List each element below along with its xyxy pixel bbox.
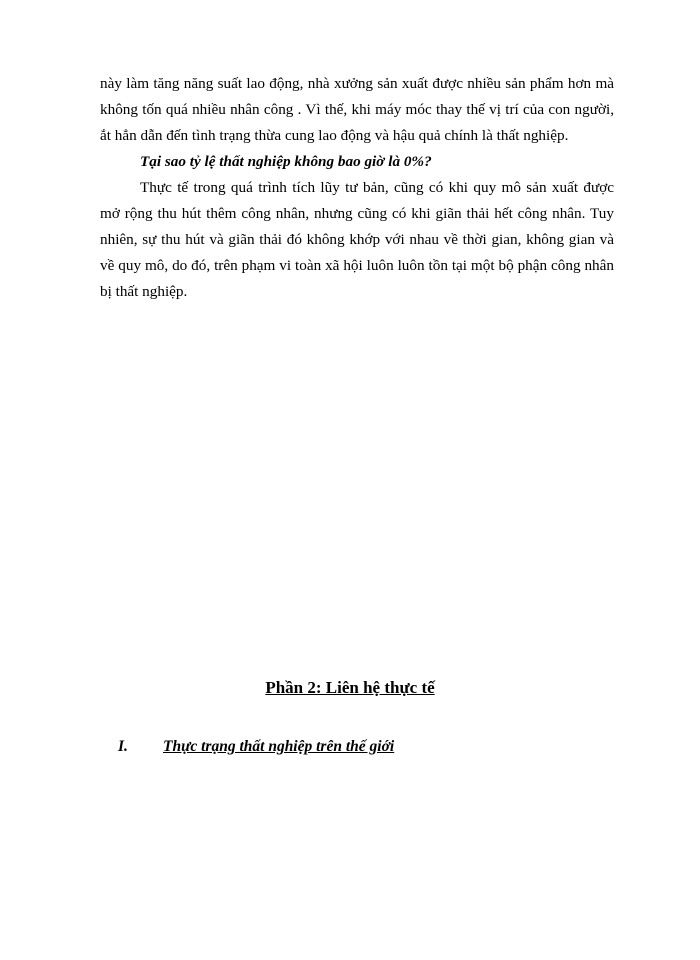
paragraph-line: bị thất nghiệp.: [100, 283, 188, 300]
paragraph-line: này làm tăng năng suất lao động, nhà xưởng sản xuất được nhiều sản phẩm hơn mà: [100, 75, 614, 92]
paragraph-line: không tốn quá nhiều nhân công . Vì thế, khi máy móc thay thế vị trí của con người,: [100, 101, 614, 118]
paragraph-line: nhiên, sự thu hút và giãn thải đó không khớp với nhau về thời gian, không gian và: [100, 231, 614, 248]
paragraph-line: Thực tế trong quá trình tích lũy tư bản, cũng có khi quy mô sản xuất được: [140, 179, 614, 196]
section-number: I.: [118, 738, 128, 755]
part-heading: Phần 2: Liên hệ thực tế: [265, 678, 435, 697]
paragraph-line: ắt hẳn dẫn đến tình trạng thừa cung lao động và hậu quả chính là thất nghiệp.: [100, 127, 569, 144]
section-title: Thực trạng thất nghiệp trên thế giới: [163, 738, 395, 755]
paragraph-line: về quy mô, do đó, trên phạm vi toàn xã hội luôn luôn tồn tại một bộ phận công nhân: [100, 257, 614, 274]
paragraph-line: mở rộng thu hút thêm công nhân, nhưng cũng có khi giãn thải hết công nhân. Tuy: [100, 205, 614, 222]
question-heading: Tại sao tỷ lệ thất nghiệp không bao giờ là 0%?: [140, 153, 432, 170]
